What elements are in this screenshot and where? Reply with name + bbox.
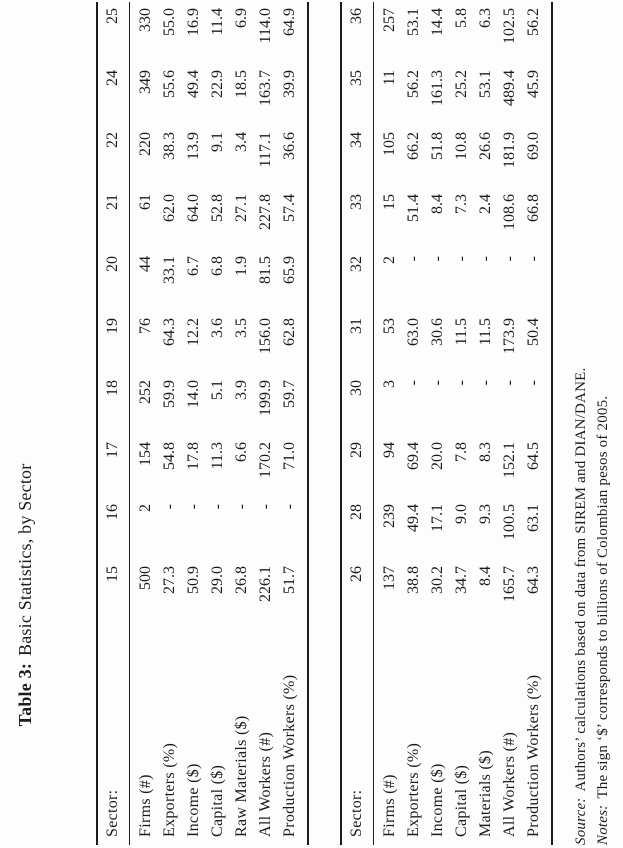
sector-header-cell: 26 — [341, 560, 373, 622]
value-cell: 156.0 — [256, 318, 274, 354]
row-label-cell: All Workers (#) — [256, 731, 274, 837]
row-label-cell: Production Workers (%) — [524, 674, 542, 837]
value-cell: 27.3 — [160, 566, 178, 594]
value-cell: 94 — [380, 442, 398, 458]
table-row — [129, 2, 158, 845]
value-cell: 69.4 — [404, 442, 422, 470]
value-cell: 50.4 — [524, 318, 542, 346]
value-cell: 59.9 — [160, 380, 178, 408]
value-cell: 16.9 — [184, 8, 202, 36]
value-cell: 36.6 — [280, 132, 298, 160]
value-cell: 38.8 — [404, 566, 422, 594]
value-cell: 66.2 — [404, 132, 422, 160]
stats-table-sectors-15-25 — [96, 2, 309, 845]
value-cell: 8.3 — [476, 442, 494, 462]
value-cell: 62.0 — [160, 194, 178, 222]
value-cell: 57.4 — [280, 194, 298, 222]
row-label-cell: Income ($) — [428, 763, 446, 837]
value-cell: 39.9 — [280, 70, 298, 98]
sector-header-label: Sector: — [341, 622, 373, 845]
value-cell: 489.4 — [500, 70, 518, 106]
note-line — [593, 368, 615, 845]
value-cell: 25.2 — [452, 70, 470, 98]
table-row — [278, 2, 308, 845]
value-cell: 161.3 — [428, 70, 446, 106]
table-row — [373, 2, 402, 845]
value-cell: 17.1 — [428, 504, 446, 532]
value-cell: 56.2 — [524, 8, 542, 36]
note-lead: Notes: — [594, 804, 611, 845]
value-cell: 11 — [380, 70, 398, 86]
table-row — [426, 2, 450, 845]
value-cell: 11.3 — [208, 442, 226, 470]
value-cell: - — [524, 380, 542, 386]
sector-header-cell: 28 — [341, 498, 373, 560]
value-cell: 66.8 — [524, 194, 542, 222]
table-row — [402, 2, 426, 845]
value-cell: - — [452, 256, 470, 262]
sector-header-label: Sector: — [97, 622, 129, 845]
value-cell: 3.6 — [208, 318, 226, 338]
note-lead: Source: — [573, 797, 589, 845]
value-cell: - — [524, 256, 542, 262]
table-row — [230, 2, 254, 845]
table-row — [182, 2, 206, 845]
value-cell: 45.9 — [524, 70, 542, 98]
value-cell: 38.3 — [160, 132, 178, 160]
sector-header-cell: 18 — [97, 374, 129, 436]
value-cell: 10.8 — [452, 132, 470, 160]
value-cell: 173.9 — [500, 318, 518, 354]
value-cell: 13.9 — [184, 132, 202, 160]
row-label-cell: Firms (#) — [136, 774, 154, 837]
value-cell: 55.6 — [160, 70, 178, 98]
value-cell: 3 — [380, 380, 398, 388]
value-cell: 63.1 — [524, 504, 542, 532]
value-cell: 226.1 — [256, 566, 274, 602]
value-cell: 63.0 — [404, 318, 422, 346]
value-cell: 20.0 — [428, 442, 446, 470]
value-cell: 3.4 — [232, 132, 250, 152]
value-cell: 154 — [136, 442, 154, 466]
note-text: The sign ‘$’ corresponds to billions of Colombian pesos of 2005. — [594, 395, 611, 799]
value-cell: 2 — [136, 504, 154, 512]
row-label-cell: Exporters (%) — [160, 742, 178, 837]
value-cell: 199.9 — [256, 380, 274, 416]
row-label-cell: Income ($) — [184, 763, 202, 837]
value-cell: 1.9 — [232, 256, 250, 276]
value-cell: 5.1 — [208, 380, 226, 400]
value-cell: 165.7 — [500, 566, 518, 602]
value-cell: 69.0 — [524, 132, 542, 160]
value-cell: 6.6 — [232, 442, 250, 462]
value-cell: - — [476, 380, 494, 386]
value-cell: 14.4 — [428, 8, 446, 36]
value-cell: 349 — [136, 70, 154, 94]
value-cell: 51.4 — [404, 194, 422, 222]
value-cell: - — [452, 380, 470, 386]
value-cell: 252 — [136, 380, 154, 404]
value-cell: 9.1 — [208, 132, 226, 152]
value-cell: 30.2 — [428, 566, 446, 594]
sector-header-cell: 22 — [97, 126, 129, 188]
stats-table-sectors-26-36 — [340, 2, 553, 845]
sector-header-cell: 21 — [97, 188, 129, 250]
value-cell: 52.8 — [208, 194, 226, 222]
value-cell: 7.3 — [452, 194, 470, 214]
value-cell: 7.8 — [452, 442, 470, 462]
value-cell: 49.4 — [184, 70, 202, 98]
value-cell: 6.9 — [232, 8, 250, 28]
value-cell: 61 — [136, 194, 154, 210]
value-cell: 330 — [136, 8, 154, 32]
value-cell: 59.7 — [280, 380, 298, 408]
value-cell: 56.2 — [404, 70, 422, 98]
table-notes — [571, 368, 614, 845]
value-cell: 53.1 — [404, 8, 422, 36]
row-label-cell: Firms (#) — [380, 774, 398, 837]
value-cell: 17.8 — [184, 442, 202, 470]
value-cell: 27.1 — [232, 194, 250, 222]
value-cell: 6.8 — [208, 256, 226, 276]
value-cell: 26.6 — [476, 132, 494, 160]
table-row — [522, 2, 552, 845]
value-cell: 18.5 — [232, 70, 250, 98]
sector-header-cell: 25 — [97, 2, 129, 64]
value-cell: 108.6 — [500, 194, 518, 230]
value-cell: 50.9 — [184, 566, 202, 594]
value-cell: 64.0 — [184, 194, 202, 222]
value-cell: 64.5 — [524, 442, 542, 470]
sector-header-cell: 35 — [341, 64, 373, 126]
value-cell: 105 — [380, 132, 398, 156]
table-row — [206, 2, 230, 845]
value-cell: 117.1 — [256, 132, 274, 168]
value-cell: - — [404, 380, 422, 386]
value-cell: - — [208, 504, 226, 510]
value-cell: 76 — [136, 318, 154, 334]
table-row — [450, 2, 474, 845]
value-cell: 55.0 — [160, 8, 178, 36]
sector-header-cell: 36 — [341, 2, 373, 64]
sector-header-cell: 16 — [97, 498, 129, 560]
value-cell: - — [404, 256, 422, 262]
value-cell: 34.7 — [452, 566, 470, 594]
table-row — [474, 2, 498, 845]
sector-header-cell: 29 — [341, 436, 373, 498]
row-label-cell: Exporters (%) — [404, 742, 422, 837]
value-cell: - — [280, 504, 298, 510]
value-cell: 8.4 — [476, 566, 494, 586]
row-label-cell: Raw Materials ($) — [232, 715, 250, 837]
value-cell: 33.1 — [160, 256, 178, 284]
value-cell: 11.4 — [208, 8, 226, 36]
value-cell: 3.9 — [232, 380, 250, 400]
sector-header-cell: 17 — [97, 436, 129, 498]
value-cell: 44 — [136, 256, 154, 272]
sector-header-cell: 32 — [341, 250, 373, 312]
value-cell: - — [428, 256, 446, 262]
value-cell: 30.6 — [428, 318, 446, 346]
table-title-text: Basic Statistics, by Sector — [15, 463, 35, 656]
value-cell: 29.0 — [208, 566, 226, 594]
value-cell: 9.0 — [452, 504, 470, 524]
row-label-cell: All Workers (#) — [500, 731, 518, 837]
value-cell: 170.2 — [256, 442, 274, 478]
table-row — [158, 2, 182, 845]
value-cell: 54.8 — [160, 442, 178, 470]
value-cell: 11.5 — [452, 318, 470, 346]
table-row — [254, 2, 278, 845]
value-cell: 2 — [380, 256, 398, 264]
value-cell: 2.4 — [476, 194, 494, 214]
value-cell: 22.9 — [208, 70, 226, 98]
value-cell: 163.7 — [256, 70, 274, 106]
value-cell: 114.0 — [256, 8, 274, 44]
row-label-cell: Capital ($) — [452, 764, 470, 837]
note-text: Authors’ calculations based on data from SIREM and DIAN/DANE. — [573, 367, 589, 792]
value-cell: 51.8 — [428, 132, 446, 160]
value-cell: 181.9 — [500, 132, 518, 168]
value-cell: 15 — [380, 194, 398, 210]
value-cell: 14.0 — [184, 380, 202, 408]
value-cell: 500 — [136, 566, 154, 590]
sector-header-cell: 31 — [341, 312, 373, 374]
value-cell: 65.9 — [280, 256, 298, 284]
value-cell: 100.5 — [500, 504, 518, 540]
value-cell: 81.5 — [256, 256, 274, 284]
row-label-cell: Materials ($) — [476, 750, 494, 837]
value-cell: - — [160, 504, 178, 510]
note-line — [571, 368, 593, 845]
value-cell: 220 — [136, 132, 154, 156]
value-cell: 53 — [380, 318, 398, 334]
row-label-cell: Production Workers (%) — [280, 674, 298, 837]
value-cell: 137 — [380, 566, 398, 590]
value-cell: 9.3 — [476, 504, 494, 524]
value-cell: 26.8 — [232, 566, 250, 594]
value-cell: - — [500, 256, 518, 262]
value-cell: 239 — [380, 504, 398, 528]
value-cell: 51.7 — [280, 566, 298, 594]
sector-header-cell: 19 — [97, 312, 129, 374]
row-label-cell: Capital ($) — [208, 764, 226, 837]
sector-header-cell: 15 — [97, 560, 129, 622]
value-cell: 257 — [380, 8, 398, 32]
value-cell: 102.5 — [500, 8, 518, 44]
header-row — [341, 2, 373, 845]
value-cell: 71.0 — [280, 442, 298, 470]
value-cell: 152.1 — [500, 442, 518, 478]
value-cell: 64.9 — [280, 8, 298, 36]
value-cell: 49.4 — [404, 504, 422, 532]
value-cell: 3.5 — [232, 318, 250, 338]
table-title-number: Table 3: — [15, 662, 35, 727]
value-cell: 64.3 — [160, 318, 178, 346]
value-cell: - — [232, 504, 250, 510]
sector-header-cell: 20 — [97, 250, 129, 312]
value-cell: - — [184, 504, 202, 510]
value-cell: 227.8 — [256, 194, 274, 230]
value-cell: 6.3 — [476, 8, 494, 28]
value-cell: 8.4 — [428, 194, 446, 214]
value-cell: - — [476, 256, 494, 262]
value-cell: 5.8 — [452, 8, 470, 28]
value-cell: 53.1 — [476, 70, 494, 98]
sector-header-cell: 24 — [97, 64, 129, 126]
value-cell: 62.8 — [280, 318, 298, 346]
value-cell: 12.2 — [184, 318, 202, 346]
value-cell: 64.3 — [524, 566, 542, 594]
sector-header-cell: 34 — [341, 126, 373, 188]
table-title — [12, 342, 38, 848]
table-row — [498, 2, 522, 845]
value-cell: - — [256, 504, 274, 510]
value-cell: - — [500, 380, 518, 386]
value-cell: - — [428, 380, 446, 386]
value-cell: 6.7 — [184, 256, 202, 276]
value-cell: 11.5 — [476, 318, 494, 346]
sector-header-cell: 30 — [341, 374, 373, 436]
sector-header-cell: 33 — [341, 188, 373, 250]
header-row — [97, 2, 129, 845]
